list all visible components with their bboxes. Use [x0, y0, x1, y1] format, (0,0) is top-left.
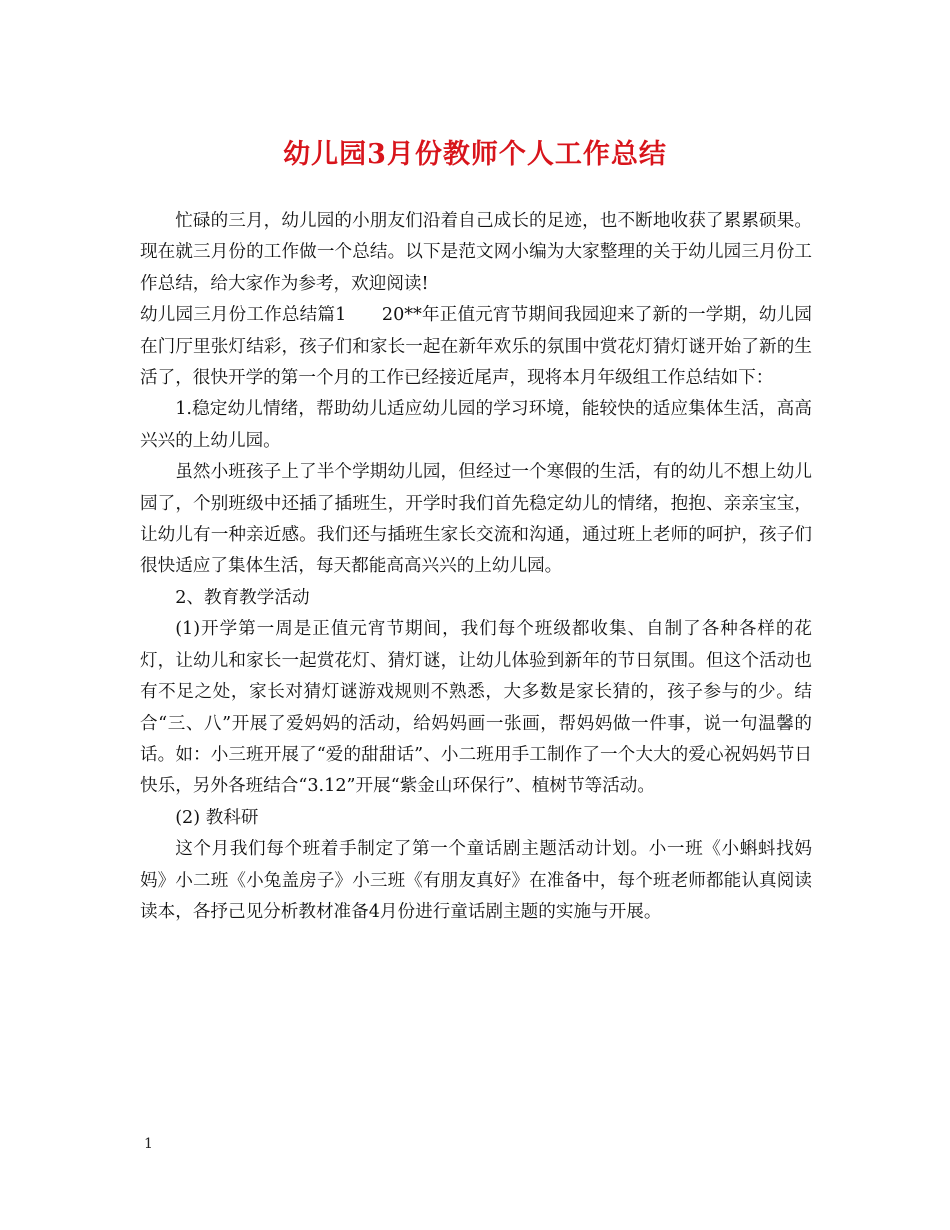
paragraph-section-2-item-2-heading: (2) 教科研	[175, 807, 259, 828]
document-title: 幼儿园3月份教师个人工作总结	[283, 139, 667, 170]
page-number: 1	[144, 1136, 153, 1152]
paragraph-section-1-body: 虽然小班孩子上了半个学期幼儿园，但经过一个寒假的生活，有的幼儿不想上幼儿园了，个别班级中还插了插班生，开学时我们首先稳定幼儿的情绪，抱抱、亲亲宝宝，让幼儿有一种亲近感。我们还与插班生家长交流和沟通，通过班上老师的呵护，孩子们很快适应了集体生活，每天都能高高兴兴的上幼儿园。	[140, 462, 812, 577]
paragraph-section-2-item-1: (1)开学第一周是正值元宵节期间，我们每个班级都收集、自制了各种各样的花灯，让幼儿和家长一起赏花灯、猜灯谜，让幼儿体验到新年的节日氛围。但这个活动也有不足之处，家长对猜灯谜游戏规则不熟悉，大多数是家长猜的，孩子参与的少。结合“三、八”开展了爱妈妈的活动，给妈妈画一张画，帮妈妈做一件事，说一句温馨的话。如：小三班开展了“爱的甜甜话”、小二班用手工制作了一个大大的爱心祝妈妈节日快乐，另外各班结合“3.12”开展“紫金山环保行”、植树节等活动。	[140, 619, 812, 797]
document-body	[140, 206, 812, 928]
paragraph-section-2-item-2-body: 这个月我们每个班着手制定了第一个童话剧主题活动计划。小一班《小蝌蚪找妈妈》小二班《小兔盖房子》小三班《有朋友真好》在准备中，每个班老师都能认真阅读读本，各抒己见分析教材准备4月份进行童话剧主题的实施与开展。	[140, 839, 812, 922]
paragraph-section-2-heading: 2、教育教学活动	[175, 587, 310, 608]
paragraph-article-1-intro: 幼儿园三月份工作总结篇1 20**年正值元宵节期间我园迎来了新的一学期，幼儿园在门厅里张灯结彩，孩子们和家长一起在新年欢乐的氛围中赏花灯猜灯谜开始了新的生活了，很快开学的第一个月的工作已经接近尾声，现将本月年级组工作总结如下：	[140, 305, 812, 389]
paragraph-section-1-heading: 1.稳定幼儿情绪，帮助幼儿适应幼儿园的学习环境，能较快的适应集体生活，高高兴兴的上幼儿园。	[140, 399, 812, 451]
paragraph-intro: 忙碌的三月，幼儿园的小朋友们沿着自己成长的足迹，也不断地收获了累累硕果。现在就三月份的工作做一个总结。以下是范文网小编为大家整理的关于幼儿园三月份工作总结，给大家作为参考，欢迎阅读!	[140, 211, 812, 294]
